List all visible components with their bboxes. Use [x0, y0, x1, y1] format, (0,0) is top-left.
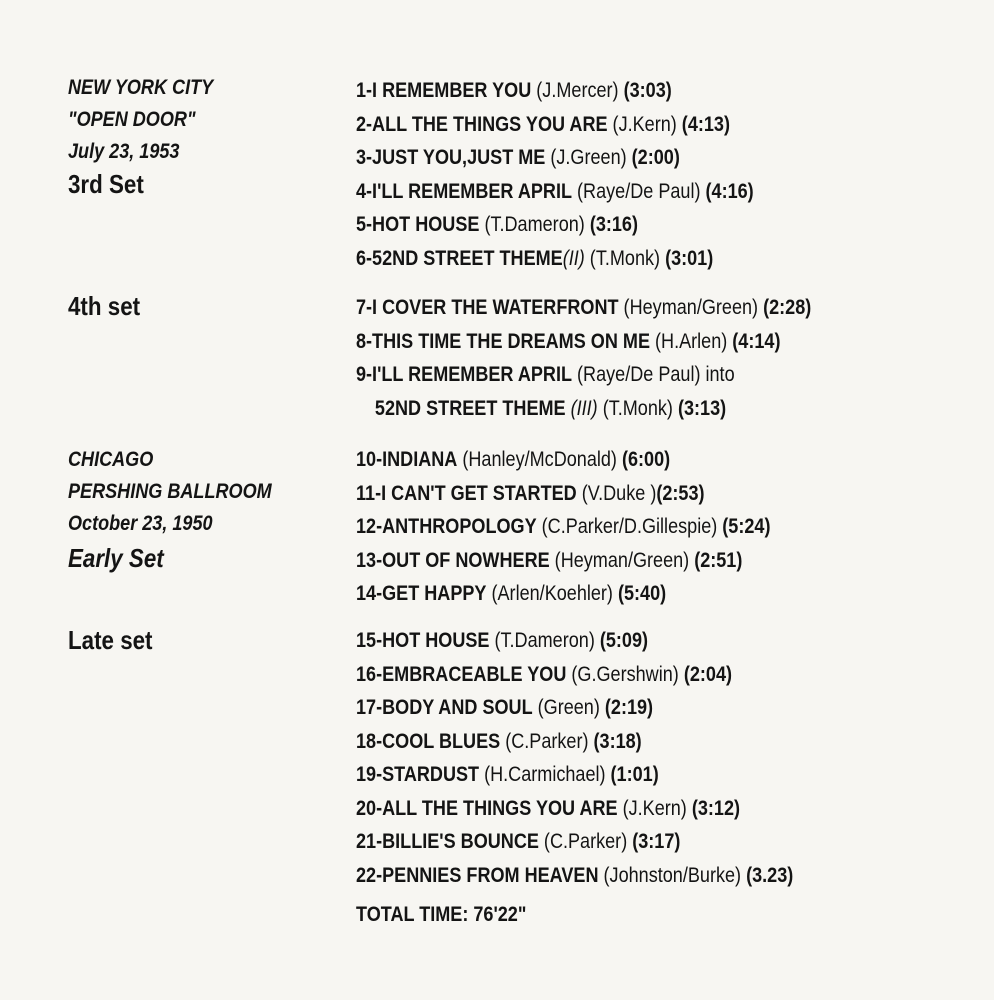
track-credit: (T.Dameron): [489, 629, 600, 652]
venue-name: "OPEN DOOR": [68, 108, 196, 131]
track-note: (II): [562, 246, 585, 270]
track-credit: (Green): [532, 696, 605, 719]
track-row: [356, 792, 793, 826]
track-duration: (2:04): [683, 662, 733, 686]
track-credit: (Johnston/Burke): [598, 863, 747, 887]
track-row: [356, 443, 770, 477]
track-title: 17-BODY AND SOUL: [356, 696, 533, 719]
track-row: [356, 74, 754, 108]
track-duration: (3.23): [746, 863, 794, 887]
track-credit: (J.Mercer): [531, 79, 624, 102]
track-credit: (H.Arlen): [649, 329, 733, 353]
track-list-late-set: [356, 624, 864, 892]
track-title: 52ND STREET THEME: [374, 396, 566, 420]
set-label: 4th set: [68, 291, 141, 321]
track-credit: (Hanley/McDonald): [457, 448, 622, 471]
venue-date: July 23, 1953: [68, 140, 180, 163]
track-credit: (C.Parker): [500, 729, 594, 753]
track-credit: (J.Kern): [607, 112, 682, 136]
track-list-3rd-set: [356, 74, 818, 275]
track-title: 12-ANTHROPOLOGY: [356, 515, 537, 538]
section-4th-set: [68, 290, 152, 322]
track-credit: (Arlen/Koehler): [486, 582, 618, 605]
track-credit: (C.Parker/D.Gillespie): [536, 515, 723, 538]
track-duration: (2:19): [604, 696, 654, 719]
track-title: 19-STARDUST: [356, 763, 480, 786]
track-credit: (T.Monk): [597, 396, 678, 420]
venue-name: PERSHING BALLROOM: [68, 480, 272, 503]
track-list-4th-set: [356, 291, 885, 425]
track-duration: (3:01): [665, 246, 714, 270]
track-title: 18-COOL BLUES: [356, 729, 501, 753]
track-duration: (4:14): [732, 329, 781, 353]
track-row: [356, 510, 770, 544]
venue-city: NEW YORK CITY: [68, 76, 214, 99]
track-row: [356, 477, 770, 511]
track-duration: (5:40): [617, 582, 667, 605]
track-credit: (Heyman/Green): [549, 548, 695, 572]
track-row: [356, 175, 754, 209]
track-duration: (3:18): [593, 729, 642, 753]
track-title: 21-BILLIE'S BOUNCE: [356, 830, 539, 853]
track-credit: (H.Carmichael): [479, 763, 611, 786]
track-duration: (3:16): [589, 213, 638, 236]
track-credit: (Raye/De Paul) into: [572, 363, 735, 386]
track-credit: (Raye/De Paul): [572, 179, 706, 203]
track-title: 8-THIS TIME THE DREAMS ON ME: [356, 329, 650, 353]
track-row-continuation: [356, 392, 811, 426]
track-duration: (5:09): [599, 629, 649, 652]
track-title: 9-I'LL REMEMBER APRIL: [356, 363, 573, 386]
track-row: [356, 208, 754, 242]
track-row: [356, 242, 754, 276]
track-title: 14-GET HAPPY: [356, 582, 487, 605]
track-duration: (4:16): [705, 179, 754, 203]
track-title: 7-I COVER THE WATERFRONT: [356, 296, 619, 319]
track-row: [356, 108, 754, 142]
track-title: 16-EMBRACEABLE YOU: [356, 662, 567, 686]
track-duration: (2:28): [763, 296, 812, 319]
track-row: [356, 691, 793, 725]
track-duration: (2:53): [656, 481, 705, 505]
track-credit: (J.Green): [545, 146, 632, 169]
track-duration: (3:12): [691, 796, 741, 820]
track-row: [356, 577, 770, 611]
track-row: [356, 325, 811, 359]
venue-date: October 23, 1950: [68, 512, 213, 535]
track-credit: (Heyman/Green): [618, 296, 764, 319]
track-title: 11-I CAN'T GET STARTED: [356, 481, 577, 505]
venue-city: CHICAGO: [68, 448, 154, 471]
total-time: TOTAL TIME: 76'22": [356, 903, 527, 926]
track-row: [356, 859, 793, 893]
track-title: 20-ALL THE THINGS YOU ARE: [356, 796, 618, 820]
track-duration: (4:13): [681, 112, 730, 136]
track-duration: (5:24): [722, 515, 771, 538]
track-title: 5-HOT HOUSE: [356, 213, 480, 236]
track-duration: (3:03): [623, 79, 672, 102]
track-duration: (2:00): [631, 146, 680, 169]
section-new-york-3rd-set: [68, 72, 237, 200]
track-duration: (3:17): [632, 830, 681, 853]
track-title: 15-HOT HOUSE: [356, 629, 490, 652]
track-credit: (V.Duke ): [576, 481, 657, 505]
section-chicago-early-set: [68, 444, 305, 576]
track-title: 2-ALL THE THINGS YOU ARE: [356, 112, 608, 136]
track-row: [356, 825, 793, 859]
track-credit: (C.Parker): [538, 830, 633, 853]
track-credit: (J.Kern): [617, 796, 692, 820]
track-row: [356, 358, 811, 392]
track-title: 13-OUT OF NOWHERE: [356, 548, 550, 572]
section-late-set: [68, 624, 166, 656]
track-duration: (6:00): [621, 448, 671, 471]
track-title: 6-52ND STREET THEME: [356, 246, 563, 270]
track-list-early-set: [356, 443, 838, 611]
track-row: [356, 725, 793, 759]
set-label: Early Set: [68, 543, 164, 573]
track-title: 4-I'LL REMEMBER APRIL: [356, 179, 573, 203]
track-credit: (T.Monk): [584, 246, 666, 270]
set-label: Late set: [68, 625, 153, 655]
track-title: 3-JUST YOU,JUST ME: [356, 146, 546, 169]
track-credit: (G.Gershwin): [566, 662, 684, 686]
track-credit: (T.Dameron): [479, 213, 590, 236]
track-title: 1-I REMEMBER YOU: [356, 79, 532, 102]
track-duration: (3:13): [677, 396, 727, 420]
track-duration: (2:51): [694, 548, 743, 572]
track-row: [356, 658, 793, 692]
track-duration: (1:01): [610, 763, 659, 786]
set-label: 3rd Set: [68, 169, 144, 199]
track-row: [356, 141, 754, 175]
track-title: 10-INDIANA: [356, 448, 458, 471]
track-row: [356, 758, 793, 792]
track-note: (III): [565, 396, 598, 420]
track-row: [356, 544, 770, 578]
track-row: [356, 291, 811, 325]
track-row: [356, 624, 793, 658]
track-title: 22-PENNIES FROM HEAVEN: [356, 863, 599, 887]
